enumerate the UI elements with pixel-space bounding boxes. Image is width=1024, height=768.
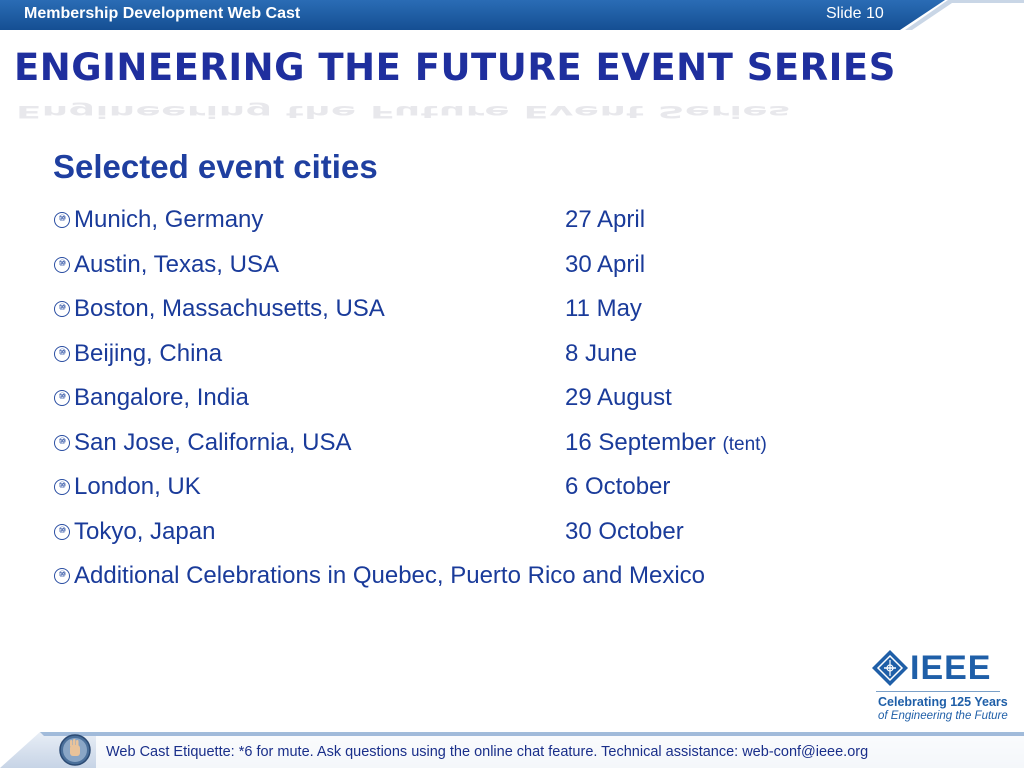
event-city: Tokyo, Japan — [74, 517, 216, 545]
list-item — [54, 293, 954, 338]
ieee-wordmark: IEEE — [910, 649, 992, 687]
event-city: Bangalore, India — [74, 384, 249, 411]
numbered-bullet-icon: ⑩ — [54, 568, 70, 584]
event-date: 27 April — [565, 206, 646, 233]
event-date: 16 September (tent) — [565, 428, 767, 456]
section-heading: Selected event cities — [53, 148, 378, 185]
etiquette-text: Web Cast Etiquette: *6 for mute. Ask questions using the online chat feature. Technical assistance: web-conf@ieee.org — [106, 744, 869, 760]
event-city: London, UK — [74, 473, 201, 500]
ieee-diamond-icon — [870, 648, 910, 688]
event-city: Beijing, China — [74, 339, 223, 367]
logo-tagline: Celebrating 125 Years — [878, 695, 1008, 709]
logo-subtagline: of Engineering the Future — [878, 710, 1008, 722]
event-city: Munich, Germany — [74, 206, 264, 233]
numbered-bullet-icon: ⑩ — [54, 435, 70, 451]
list-item — [54, 249, 954, 294]
numbered-bullet-icon: ⑩ — [54, 479, 70, 495]
event-list — [54, 204, 954, 605]
list-item — [54, 338, 954, 383]
event-city: Austin, Texas, USA — [74, 250, 279, 278]
event-date: 11 May — [565, 295, 642, 322]
numbered-bullet-icon: ⑩ — [54, 390, 70, 406]
webcast-title: Membership Development Web Cast — [24, 5, 301, 22]
numbered-bullet-icon: ⑩ — [54, 212, 70, 228]
tentative-note: (tent) — [722, 433, 767, 455]
numbered-bullet-icon: ⑩ — [54, 301, 70, 317]
numbered-bullet-icon: ⑩ — [54, 524, 70, 540]
event-date: 8 June — [565, 339, 638, 367]
list-item — [54, 560, 954, 605]
list-item — [54, 471, 954, 516]
event-city: San Jose, California, USA — [74, 428, 352, 456]
event-city: Boston, Massachusetts, USA — [74, 295, 385, 322]
event-date: 30 April — [565, 250, 646, 278]
list-item — [54, 382, 954, 427]
hand-icon — [58, 733, 92, 767]
top-banner — [0, 0, 1024, 30]
slide-number: Slide 10 — [826, 5, 884, 22]
event-date: 29 August — [565, 384, 672, 411]
numbered-bullet-icon: ⑩ — [54, 257, 70, 273]
slide-title: ENGINEERING THE FUTURE EVENT SERIES — [14, 46, 896, 89]
event-date: 6 October — [565, 473, 671, 500]
numbered-bullet-icon: ⑩ — [54, 346, 70, 362]
ieee-logo — [868, 648, 1008, 728]
list-item — [54, 516, 954, 561]
additional-celebrations: Additional Celebrations in Quebec, Puerto Rico and Mexico — [74, 562, 706, 589]
list-item — [54, 427, 954, 472]
event-date: 30 October — [565, 517, 684, 545]
logo-divider — [876, 691, 1000, 692]
title-reflection: Engineering the Future Event Series — [16, 102, 791, 122]
list-item — [54, 204, 954, 249]
